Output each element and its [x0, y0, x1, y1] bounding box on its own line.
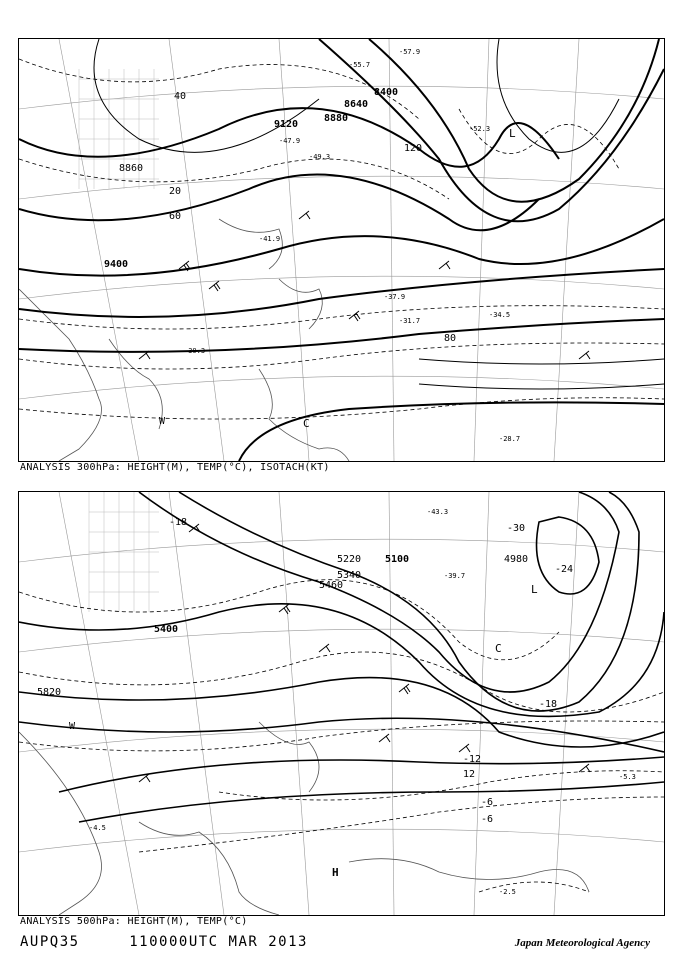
height-label: 5220 [337, 554, 362, 565]
height-label: 8860 [119, 163, 144, 174]
high-center-marker: H [332, 866, 339, 879]
map-500hpa-svg [19, 492, 664, 915]
height-label: 5460 [319, 580, 344, 591]
chart-spacer [90, 934, 120, 950]
isotach-label: 60 [169, 211, 182, 222]
height-label: 8880 [324, 113, 349, 124]
height-contours [19, 39, 664, 461]
height-label: 5100 [385, 554, 410, 565]
warm-center-marker: W [69, 721, 76, 732]
chart-identifier [20, 934, 308, 950]
temp-label: -6 [481, 797, 494, 808]
coastlines [19, 219, 349, 461]
height-label: 4980 [504, 554, 529, 565]
temp-label: -24 [555, 564, 574, 575]
height-label: 5400 [154, 624, 179, 635]
temp-label: -34.5 [489, 311, 511, 319]
temp-label: -39.7 [444, 572, 466, 580]
cold-center-marker: C [495, 642, 502, 655]
isotach-label: 120 [404, 143, 423, 154]
isotherm-label: 12 [463, 769, 476, 780]
temp-label: -28.7 [499, 435, 521, 443]
temp-label: -4.5 [89, 824, 106, 832]
warm-center-marker: W [159, 416, 166, 427]
caption-500hpa: ANALYSIS 500hPa: HEIGHT(M), TEMP(°C) [20, 916, 248, 927]
cold-center-marker: C [303, 417, 310, 430]
temp-label: -31.7 [399, 317, 421, 325]
isotherm-label: -6 [481, 814, 494, 825]
coastlines [19, 722, 589, 915]
valid-time: 110000UTC MAR 2013 [129, 934, 308, 950]
temp-label: -41.9 [259, 235, 281, 243]
map-300hpa-svg [19, 39, 664, 461]
wind-barbs [139, 211, 590, 359]
temp-label: -52.3 [469, 125, 491, 133]
terrain-hatch [89, 492, 159, 612]
chart-code: AUPQ35 [20, 934, 80, 950]
temp-label: -2.5 [499, 888, 516, 896]
isotherm-label: -18 [539, 699, 558, 710]
graticule [19, 39, 664, 461]
temp-label: -57.9 [399, 48, 421, 56]
temp-label: -43.3 [427, 508, 449, 516]
temp-label: -47.9 [279, 137, 301, 145]
temp-label: -49.3 [309, 153, 331, 161]
height-label: 9120 [274, 119, 299, 130]
isotach-label: 20 [169, 186, 182, 197]
isotherms [19, 580, 664, 892]
height-label: 5340 [337, 570, 362, 581]
low-center-marker: L [509, 127, 516, 140]
agency-credit: Japan Meteorological Agency [514, 937, 650, 949]
temp-label: -5.3 [619, 773, 636, 781]
temp-label: -30.3 [184, 347, 206, 355]
isotach-label: 40 [174, 91, 187, 102]
map-panel-300hpa [18, 38, 665, 462]
temp-label: -55.7 [349, 61, 371, 69]
isotach-label: 80 [444, 333, 457, 344]
temp-label: -12 [463, 754, 482, 765]
temp-label: -18 [169, 517, 188, 528]
height-label: 8400 [374, 87, 399, 98]
temp-label: -30 [507, 523, 526, 534]
caption-300hpa: ANALYSIS 300hPa: HEIGHT(M), TEMP(°C), ISOTACH(KT) [20, 462, 330, 473]
map-panel-500hpa [18, 491, 665, 916]
low-center-marker: L [531, 583, 538, 596]
height-label: 8640 [344, 99, 369, 110]
height-label: 5820 [37, 687, 62, 698]
temp-label: -37.9 [384, 293, 406, 301]
height-label: 9400 [104, 259, 129, 270]
